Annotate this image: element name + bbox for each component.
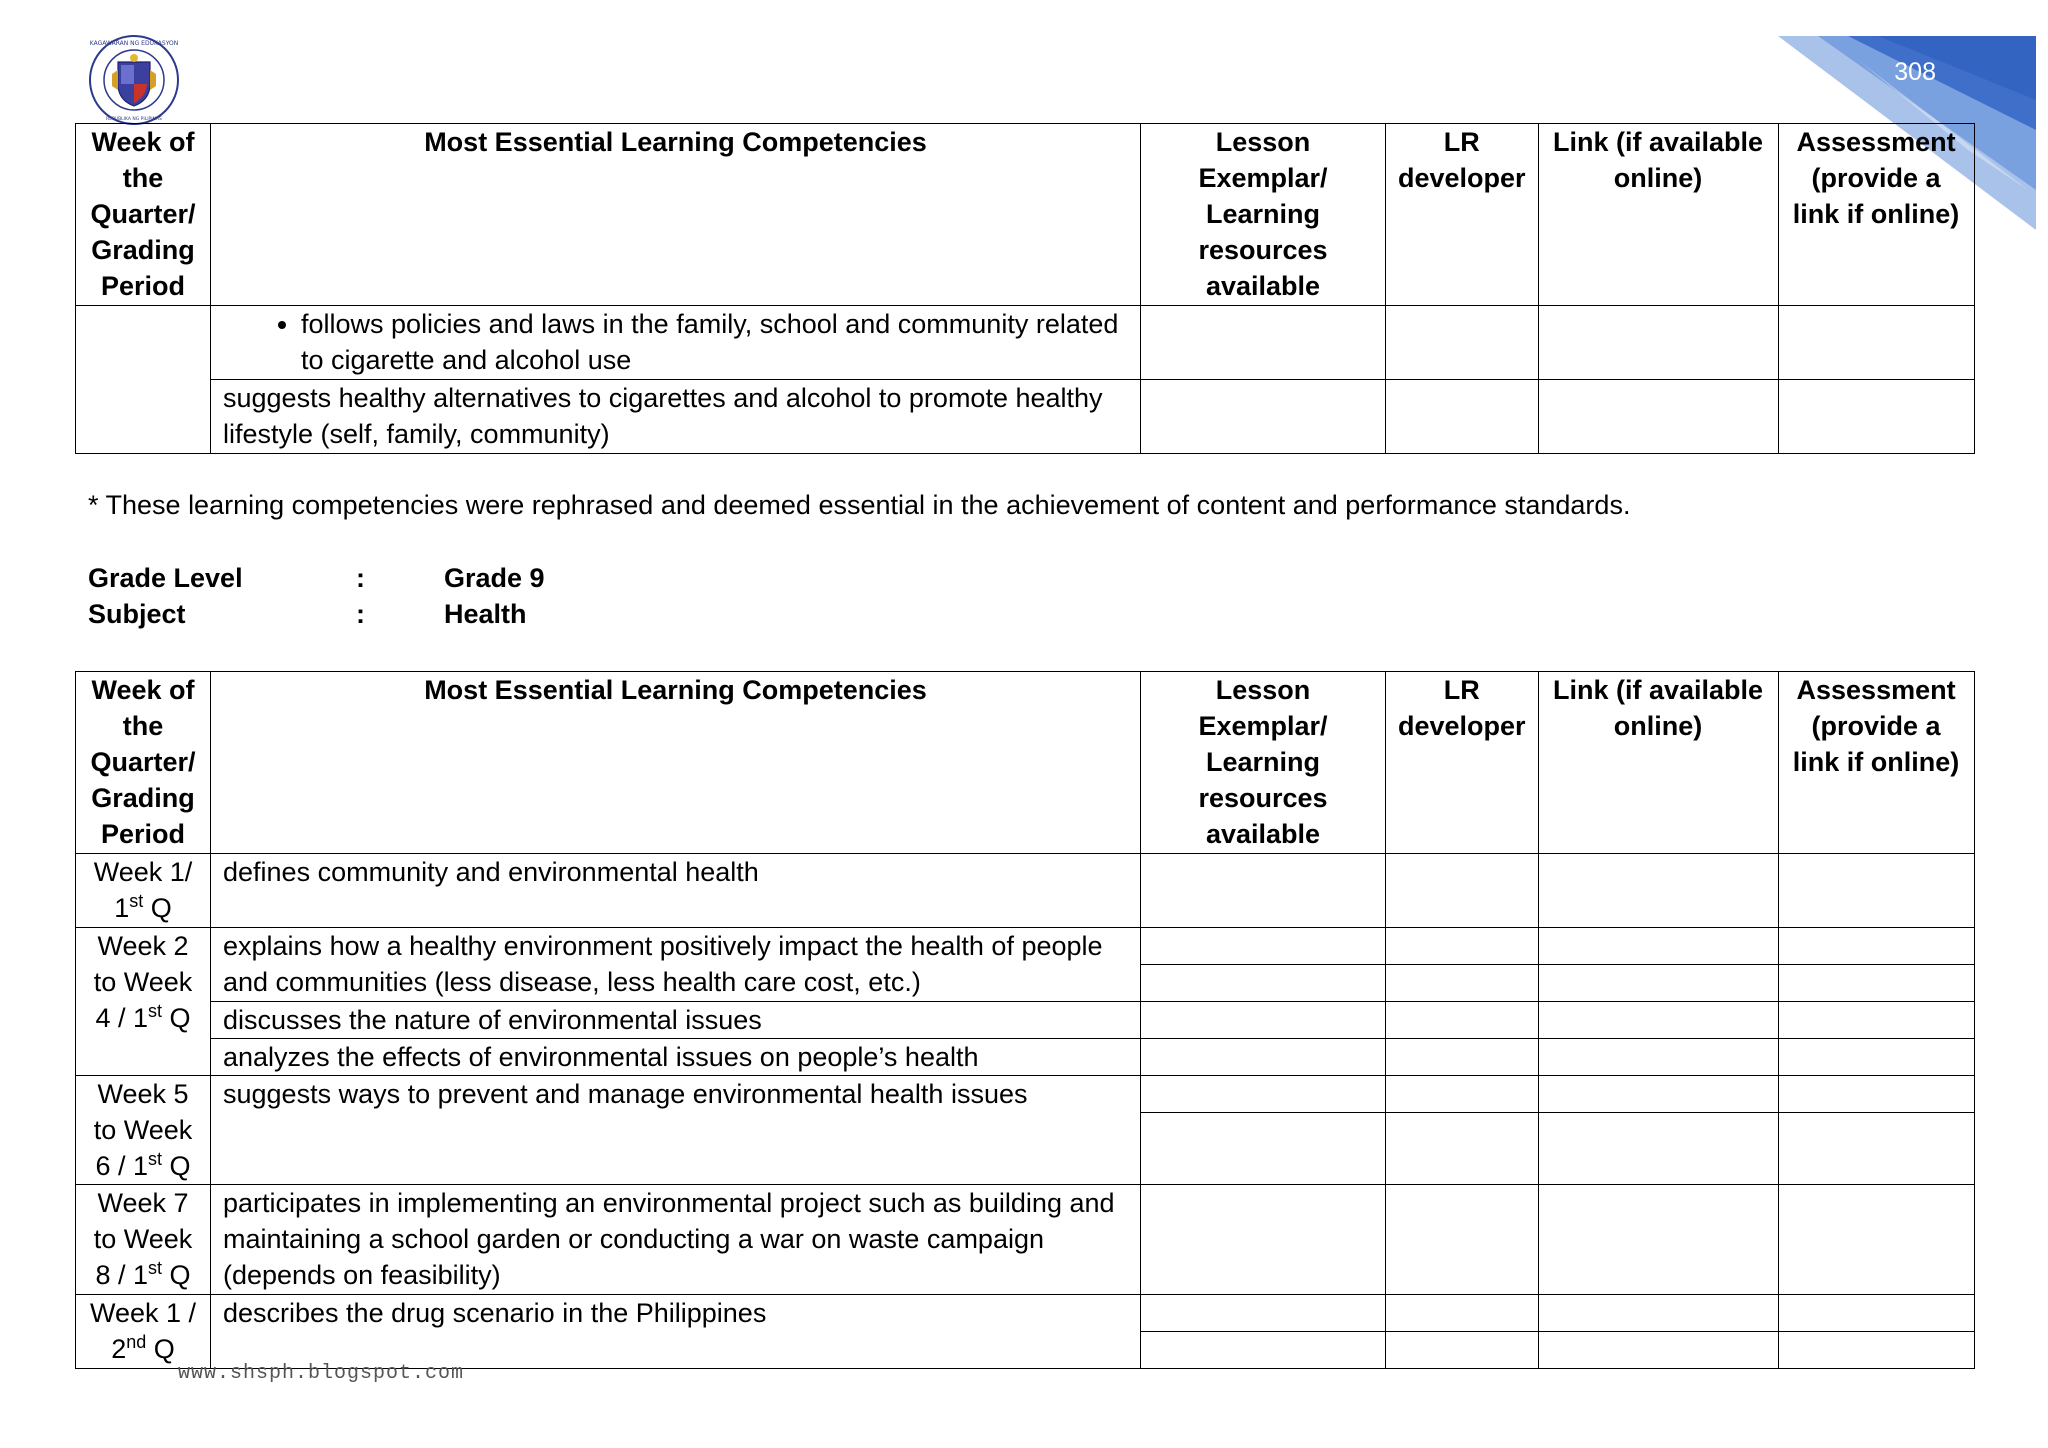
footnote: * These learning competencies were rephrased and deemed essential in the achievement of content and performance standards.	[88, 490, 1631, 520]
subject-label: Subject	[88, 599, 186, 629]
competency-cell: explains how a healthy environment positively impact the health of people and communities (less disease, less health care cost, etc.)	[211, 928, 1141, 1002]
week-cell: Week 5 to Week 6 / 1st Q	[76, 1076, 211, 1185]
table-header-row	[76, 672, 1975, 854]
table-row	[76, 928, 1975, 965]
week-cell: Week 1/ 1st Q	[76, 854, 211, 928]
week-cell: Week 1 / 2nd Q	[76, 1295, 211, 1369]
table-row	[76, 1076, 1975, 1113]
competency-cell: defines community and environmental health	[211, 854, 1141, 928]
table-row	[76, 1002, 1975, 1039]
deped-seal-logo	[88, 34, 180, 126]
seal-text-top: KAGAWARAN NG EDUKASYON	[89, 40, 179, 47]
competency-table-grade9-health	[75, 671, 1975, 1369]
competency-cell: discusses the nature of environmental issues	[211, 1002, 1141, 1039]
header-assessment: Assessment (provide a link if online)	[1778, 672, 1974, 854]
subject-line	[88, 599, 527, 630]
competency-table-continued	[75, 123, 1975, 454]
week-cell: Week 7 to Week 8 / 1st Q	[76, 1185, 211, 1295]
table-row	[76, 1039, 1975, 1076]
subject-value: Health	[444, 599, 527, 629]
competency-cell	[211, 306, 1141, 380]
header-lr-developer: LR developer	[1386, 672, 1539, 854]
table-row	[76, 306, 1975, 380]
seal-text-bottom: REPUBLIKA NG PILIPINAS	[106, 117, 162, 122]
grade-level-label: Grade Level	[88, 563, 243, 593]
header-lr-developer: LR developer	[1386, 124, 1539, 306]
header-link: Link (if available online)	[1538, 672, 1778, 854]
grade-level-colon: :	[356, 563, 365, 593]
header-lesson-exemplar: Lesson Exemplar/ Learning resources available	[1141, 124, 1386, 306]
table-row	[76, 380, 1975, 454]
week-cell: Week 2 to Week 4 / 1st Q	[76, 928, 211, 1076]
competency-cell: describes the drug scenario in the Philippines	[211, 1295, 1141, 1369]
competency-bullet: • follows policies and laws in the family, school and community related to cigarette and alcohol use	[301, 306, 1128, 378]
table-row	[76, 1295, 1975, 1332]
header-melc: Most Essential Learning Competencies	[211, 124, 1141, 306]
grade-level-line	[88, 563, 545, 594]
footer-watermark-url: www.shsph.blogspot.com	[178, 1362, 465, 1385]
header-week: Week of the Quarter/ Grading Period	[76, 124, 211, 306]
table-header-row	[76, 124, 1975, 306]
table-row	[76, 854, 1975, 928]
competency-cell: suggests ways to prevent and manage environmental health issues	[211, 1076, 1141, 1185]
subject-colon: :	[356, 599, 365, 629]
competency-cell: participates in implementing an environmental project such as building and maintaining a school garden or conducting a war on waste campaign (depends on feasibility)	[211, 1185, 1141, 1295]
competency-cell: suggests healthy alternatives to cigarettes and alcohol to promote healthy lifestyle (self, family, community)	[211, 380, 1141, 454]
header-assessment: Assessment (provide a link if online)	[1778, 124, 1974, 306]
table-row	[76, 1185, 1975, 1295]
competency-cell: analyzes the effects of environmental issues on people’s health	[211, 1039, 1141, 1076]
header-lesson-exemplar: Lesson Exemplar/ Learning resources available	[1141, 672, 1386, 854]
grade-level-value: Grade 9	[444, 563, 545, 593]
header-link: Link (if available online)	[1538, 124, 1778, 306]
page-number: 308	[1894, 58, 1936, 86]
week-cell-empty	[76, 306, 211, 454]
header-melc: Most Essential Learning Competencies	[211, 672, 1141, 854]
header-week: Week of the Quarter/ Grading Period	[76, 672, 211, 854]
